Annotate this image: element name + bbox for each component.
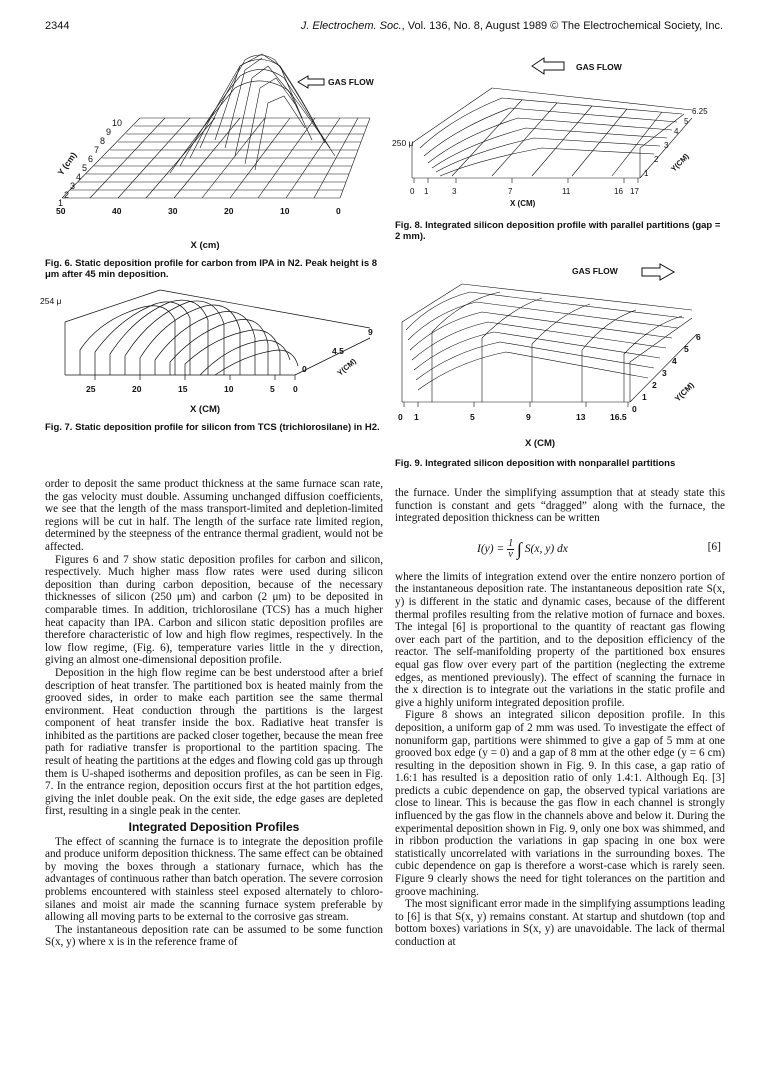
figure-7 xyxy=(40,280,385,410)
figure-7-plot xyxy=(40,280,385,410)
figure-8-y-tick: 5 xyxy=(684,117,689,126)
figure-6-y-tick: 3 xyxy=(70,181,76,191)
journal-citation: , Vol. 136, No. 8, August 1989 © The Electrochemical Society, Inc. xyxy=(401,20,723,32)
figure-6 xyxy=(40,48,385,228)
figure-7-height-label: 254 μ xyxy=(40,296,62,306)
gas-flow-arrow-icon xyxy=(642,264,674,280)
figure-9-plot xyxy=(392,262,722,432)
figure-8-y-tick: 6.25 xyxy=(692,107,708,116)
figure-7-x-axis-label: X (CM) xyxy=(189,404,221,415)
figure-6-y-tick: 10 xyxy=(112,118,123,128)
figure-7-x-tick: 5 xyxy=(270,384,275,394)
page-number: 2344 xyxy=(45,20,70,32)
figure-8-y-tick: 1 xyxy=(644,169,649,178)
figure-9-y-axis-label: Y(CM) xyxy=(673,380,696,404)
figure-9-y-tick: 4 xyxy=(672,356,677,366)
equation-body xyxy=(477,539,568,560)
figure-8-x-tick: 11 xyxy=(562,187,571,196)
figure-8-x-tick: 0 xyxy=(410,187,415,196)
figure-6-y-axis-label: Y (cm) xyxy=(55,150,79,178)
equation-number: [6] xyxy=(707,540,721,553)
figure-7-x-tick: 15 xyxy=(178,384,188,394)
figure-6-y-tick: 2 xyxy=(64,190,70,200)
figure-6-y-tick: 8 xyxy=(100,136,106,146)
figure-8-x-tick: 17 xyxy=(630,187,639,196)
paragraph: The effect of scanning the furnace is to integrate the deposition profile and produce uniform deposition thickness. The same effect can be obtained by moving the boxes through a stationary furnace, which has the advantages of continuous rather than batch operation. The severe corrosion problems encountered with stainless steel exposed alternately to chloro-silanes and moist air made the scanning furnace system preferable by allowing all moving parts to be external to the corrosive gas stream. xyxy=(45,835,383,924)
paragraph: Figures 6 and 7 show static deposition profiles for carbon and silicon, respectively. Much higher mass flow rates were used during silicon deposition than during carbon deposition, because of the necessary thicknesses of silicon (250 μm) and carbon (2 μm) to be deposited in comparable times. In addition, trichlorosilane (TCS) has a much higher heat capacity than IPA. Carbon and silicon static deposition profiles are therefore characteristic of low and high flow regimes, respectively. In the low flow regime, (Fig. 6), temperature varies little in the y direction, giving an almost one-dimensional deposition profile. xyxy=(45,553,383,667)
figure-9-x-tick: 0 xyxy=(398,412,403,422)
section-heading: Integrated Deposition Profiles xyxy=(128,820,300,835)
figure-8-x-tick: 16 xyxy=(614,187,623,196)
paragraph: The most significant error made in the simplifying assumptions leading to [6] is that S(x, y) remains constant. At startup and shutdown (top and bottom boxes) variations in S(x, y) are unavoidable. The lack of thermal conduction at xyxy=(395,898,725,948)
paragraph: order to deposit the same product thickness at the same furnace scan rate, the gas velocity must double. Assuming unchanged diffusion coefficients, we see that the length of the mass transport-limited and depletion-limited regions will be cut in half. The length of the surface rate limited region, determined by the steepness of the entrance thermal gradient, would not be affected. xyxy=(45,478,383,553)
figure-9-caption: Fig. 9. Integrated silicon deposition with nonparallel partitions xyxy=(395,458,676,469)
figure-6-x-tick: 0 xyxy=(336,206,341,216)
figure-6-y-tick: 5 xyxy=(82,163,88,173)
figure-9-x-tick: 13 xyxy=(576,412,586,422)
figure-8-x-axis-label: X (CM) xyxy=(510,199,536,208)
paragraph: where the limits of integration extend over the entire nonzero portion of the instantaneous deposition rate. The instantaneous deposition rate S(x, y) is different in the static and dynamic cases, because of the different thermal profiles resulting from the relative motion of furnace and boxes. The integal [6] is proportional to the quantity of reactant gas flowing over each part of the partition, and to the deposition efficiency of the reactor. The self-manifolding property of the partitioned box ensures equal gas flow over every part of the partition (neglecting the extreme edges, as mentioned previously). The effect of scanning the furnace in the x direction is to integrate out the variations in the static profile and give a highly uniform integrated deposition profile. xyxy=(395,570,725,709)
figure-9-gas-flow-label: GAS FLOW xyxy=(572,266,618,276)
gas-flow-arrow-icon xyxy=(298,76,324,88)
figure-6-x-tick: 20 xyxy=(224,206,234,216)
figure-8-y-tick: 4 xyxy=(674,127,679,136)
figure-6-y-tick: 7 xyxy=(94,145,100,155)
figure-8-y-tick: 3 xyxy=(664,141,669,150)
figure-7-y-tick: 4.5 xyxy=(332,346,344,356)
figure-9-y-tick: 2 xyxy=(652,380,657,390)
equation-rhs: S(x, y) dx xyxy=(524,542,568,555)
figure-8-gas-flow-label: GAS FLOW xyxy=(576,62,622,72)
fraction-numerator: 1 xyxy=(508,537,514,549)
figure-8 xyxy=(392,48,722,208)
figure-8-height-label: 250 μ xyxy=(392,138,414,148)
integral-sign: ∫ xyxy=(516,538,522,559)
figure-7-y-tick: 9 xyxy=(368,327,373,337)
figure-6-x-tick: 30 xyxy=(168,206,178,216)
figure-6-plot xyxy=(40,48,385,228)
figure-9-y-tick: 6 xyxy=(696,332,701,342)
paragraph: the furnace. Under the simplifying assumption that at steady state this function is constant and gets “dragged” along with the furnace, the integrated deposition thickness can be written xyxy=(395,487,725,525)
figure-8-y-tick: 2 xyxy=(654,155,659,164)
running-head xyxy=(301,20,723,32)
figure-9-x-tick: 5 xyxy=(470,412,475,422)
paragraph: Figure 8 shows an integrated silicon deposition profile. In this deposition, a uniform gap of 2 mm was used. To investigate the effect of nonuniform gap, partitions were shimmed to give a gap of 5 mm at one grooved box edge (y = 0) and a gap of 8 mm at the other edge (y = 6 cm) resulting in the deposition shown in Fig. 9. In this case, a gap ratio of 1.6:1 has resulted is a deposition ratio of only 1.4:1. Although Eq. [3] predicts a cubic dependence on gap, the observed typical variations are close to linear. This is because the gas flow in each channel is strongly influenced by the gas flow in the channels above and below it. During the experimental deposition shown in Fig. 9, only one box was shimmed, and in ribbon production the variations in gap spacing in one box were statistically uncorrelated with variations in the surrounding boxes. The cubic dependence on gap is therefore a worst-case which is rarely seen. Figure 9 clearly shows the need for tight tolerances on the partition and groove machining. xyxy=(395,709,725,898)
equation-lhs: I(y) = xyxy=(477,542,505,555)
journal-name: J. Electrochem. Soc. xyxy=(300,20,402,32)
figure-8-plot xyxy=(392,48,722,208)
fraction-denominator: v xyxy=(508,548,513,560)
figure-8-x-tick: 1 xyxy=(424,187,429,196)
figure-9-y-tick: 3 xyxy=(662,368,667,378)
figure-7-y-tick: 0 xyxy=(302,364,307,374)
figure-9-x-axis-label: X (CM) xyxy=(524,438,556,449)
equation-fraction xyxy=(507,539,514,560)
figure-6-y-tick: 6 xyxy=(88,154,94,164)
equation-6 xyxy=(395,533,725,563)
figure-8-caption: Fig. 8. Integrated silicon deposition profile with parallel partitions (gap = 2 mm). xyxy=(395,220,721,242)
figure-8-x-tick: 3 xyxy=(452,187,457,196)
figure-6-y-tick: 9 xyxy=(106,127,112,137)
figure-8-x-tick: 7 xyxy=(508,187,513,196)
figure-9-x-tick: 16.5 xyxy=(610,412,627,422)
gas-flow-arrow-icon xyxy=(532,58,564,74)
figure-6-caption: Fig. 6. Static deposition profile for carbon from IPA in N2. Peak height is 8 μm after 45 min deposition. xyxy=(45,258,378,280)
page-header xyxy=(45,20,723,36)
figure-9-x-tick: 1 xyxy=(414,412,419,422)
figure-6-x-tick: 50 xyxy=(56,206,66,216)
figure-6-x-tick: 10 xyxy=(280,206,290,216)
figure-7-x-tick: 10 xyxy=(224,384,234,394)
paragraph: Deposition in the high flow regime can be best understood after a brief description of heat transfer. The partitioned box is heated mainly from the grooved sides, in order to make each partition see the same thermal environment. Heat conduction through the partitions is the largest component of heat transfer inside the box. Radiative heat transfer is inhibited as the partitions are packed closer together, because the mean free path for radiative transfer is proportional to the partition spacing. The result of heating the partitions at the edges and flowing cold gas up through them is U-shaped isotherms and deposition profiles, as can be seen in Fig. 7. In the entrance region, deposition occurs first at the hot partition edges, giving the inlet double peak. On the exit side, the edge gases are depleted first, resulting in a single peak in the center. xyxy=(45,666,383,818)
figure-7-x-tick: 0 xyxy=(293,384,298,394)
figure-9-y-tick: 1 xyxy=(642,392,647,402)
figure-6-y-tick: 1 xyxy=(58,198,64,208)
figure-7-y-axis-label: Y(CM) xyxy=(335,356,358,378)
figure-8-y-axis-label: Y(CM) xyxy=(669,151,691,174)
figure-6-gas-flow-label: GAS FLOW xyxy=(328,77,374,87)
figure-6-y-tick: 4 xyxy=(76,172,82,182)
figure-9-y-tick: 0 xyxy=(632,404,637,414)
figure-7-caption: Fig. 7. Static deposition profile for silicon from TCS (trichlorosilane) in H2. xyxy=(45,422,380,433)
figure-9-y-tick: 5 xyxy=(684,344,689,354)
figure-9-x-tick: 9 xyxy=(526,412,531,422)
figure-7-x-tick: 20 xyxy=(132,384,142,394)
figure-9 xyxy=(392,262,722,432)
figure-7-x-tick: 25 xyxy=(86,384,96,394)
right-text-column xyxy=(395,487,725,949)
paragraph: The instantaneous deposition rate can be assumed to be some function S(x, y) where x is in the reference frame of xyxy=(45,923,383,949)
left-text-column xyxy=(45,478,383,949)
figure-6-x-axis-label: X (cm) xyxy=(190,240,220,251)
figure-6-x-tick: 40 xyxy=(112,206,122,216)
